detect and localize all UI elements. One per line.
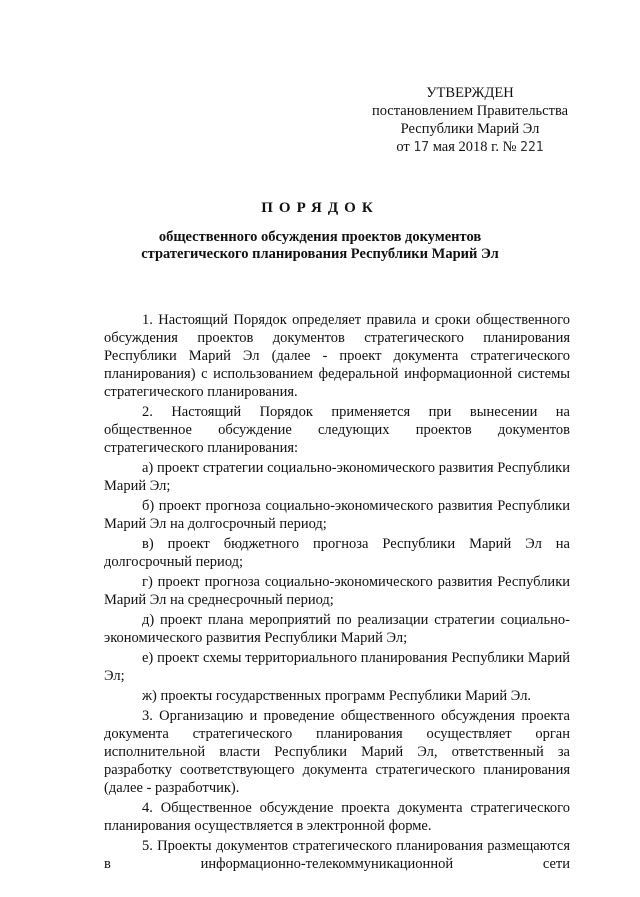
paragraph-1: 1. Настоящий Порядок определяет правила и сроки общественного обсуждения проектов документов стратегического планирования Республики Марий Эл (далее - проект документа стратегического планирования) с использованием федеральной информационной системы стратегического планирования. <box>104 312 570 400</box>
approval-date-line <box>360 138 580 157</box>
decree-number: 221 <box>520 140 544 155</box>
date-rest: мая 2018 г. № <box>432 139 517 155</box>
list-item-d: д) проект плана мероприятий по реализации стратегии социально-экономического развития Республики Марий Эл; <box>104 612 570 646</box>
list-item-zh: ж) проекты государственных программ Республики Марий Эл. <box>142 688 532 704</box>
paragraph-4: 4. Общественное обсуждение проекта документа стратегического планирования осуществляется в электронной форме. <box>104 800 570 834</box>
subtitle-line-2: стратегического планирования Республики Марий Эл <box>141 246 499 262</box>
list-item-g: г) проект прогноза социально-экономического развития Республики Марий Эл на среднесрочный период; <box>104 574 570 608</box>
document-body <box>104 311 570 875</box>
paragraph-3: 3. Организацию и проведение общественного обсуждения проекта документа стратегического планирования осуществляет орган исполнительной власти Республики Марий Эл, ответственный за разработку соответствующего документа стратегического планирования (далее - разработчик). <box>104 708 570 796</box>
list-item-e: е) проект схемы территориального планирования Республики Марий Эл; <box>104 650 570 684</box>
paragraph-5: 5. Проекты документов стратегического планирования размещаются в информационно-телекоммуникационной сети <box>104 838 570 872</box>
approval-republic: Республики Марий Эл <box>400 121 540 137</box>
approval-decree: постановлением Правительства <box>371 103 569 119</box>
list-item-b: б) проект прогноза социально-экономического развития Республики Марий Эл на долгосрочный период; <box>104 498 570 532</box>
date-day: 17 <box>413 140 430 155</box>
document-subtitle <box>0 229 640 263</box>
approval-stamp <box>360 84 580 157</box>
date-prefix: от <box>396 139 410 155</box>
paragraph-2: 2. Настоящий Порядок применяется при вынесении на общественное обсуждение следующих проектов документов стратегического планирования: <box>104 404 570 456</box>
subtitle-line-1: общественного обсуждения проектов документов <box>158 229 482 245</box>
list-item-v: в) проект бюджетного прогноза Республики Марий Эл на долгосрочный период; <box>104 536 570 570</box>
list-item-a: а) проект стратегии социально-экономического развития Республики Марий Эл; <box>104 460 570 494</box>
document-title: ПОРЯДОК <box>261 200 379 216</box>
approval-heading: УТВЕРЖДЕН <box>426 85 514 101</box>
